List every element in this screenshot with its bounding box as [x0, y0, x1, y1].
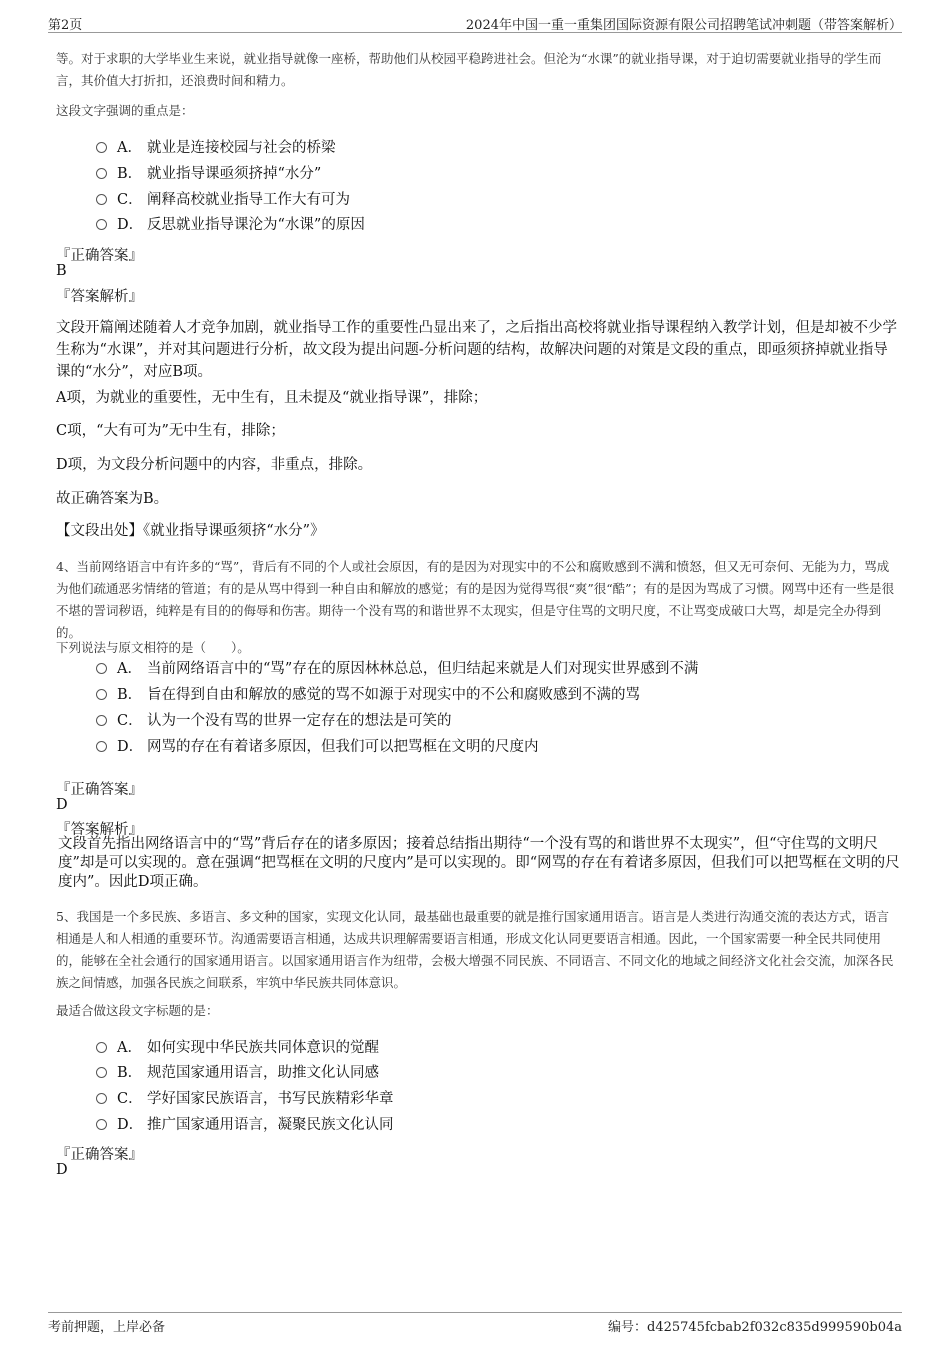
- q4-analysis: 文段首先指出网络语言中的“骂”背后存在的诸多原因；接着总结指出期待“一个没有骂的和谐世界不太现实”，但“守住骂的文明尺度”却是可以实现的。意在强调“把骂框在文明的尺度内”是可以实现的。即“网骂的存在有着诸多原因，但我们可以把骂框在文明的尺度内”。因此D项正确。: [58, 836, 900, 890]
- q3-analysis-conclusion: 故正确答案为B。: [56, 491, 169, 507]
- q4-option-a[interactable]: A． 当前网络语言中的“骂”存在的原因林林总总，但归结起来就是人们对现实世界感到不满: [96, 659, 698, 679]
- q3-option-a[interactable]: A． 就业是连接校园与社会的桥梁: [96, 138, 336, 158]
- q4-passage: 4、当前网络语言中有许多的“骂”，背后有不同的个人或社会原因，有的是因为对现实中的不公和腐败感到不满和愤怒，但又无可奈何、无能为力，骂成为他们疏通恶劣情绪的管道；有的是从骂中得到一种自由和解放的感觉；有的是因为觉得骂很“爽”很“酷”；有的是因为骂成了习惯。网骂中还有一些是很不堪的詈词秽语，纯粹是有目的的侮辱和伤害。期待一个没有骂的和谐世界不太现实，但是守住骂的文明尺度，不让骂变成破口大骂，却是完全办得到的。: [56, 559, 895, 640]
- q3-answer-label: 『正确答案』: [56, 248, 143, 264]
- q4-answer: D: [56, 797, 68, 813]
- q3-analysis-para: 文段开篇阐述随着人才竞争加剧，就业指导工作的重要性凸显出来了，之后指出高校将就业指导课程纳入教学计划，但是却被不少学生称为“水课”，并对其问题进行分析，故文段为提出问题-分析问题的结构，故解决问题的对策是文段的重点，即亟须挤掉就业指导课的“水分”，对应B项。: [56, 320, 897, 380]
- q5-passage: 5、我国是一个多民族、多语言、多文种的国家，实现文化认同，最基础也最重要的就是推行国家通用语言。语言是人类进行沟通交流的表达方式，语言相通是人和人相通的重要环节。沟通需要语言相通，达成共识理解需要语言相通，形成文化认同更要语言相通。因此，一个国家需要一种全民共同使用的，能够在全社会通行的国家通用语言。以国家通用语言作为纽带，会极大增强不同民族、不同语言、不同文化的地域之间经济文化社会交流，加深各民族之间情感，加强各民族之间联系，牢筑中华民族共同体意识。: [56, 909, 894, 990]
- q4-answer-label: 『正确答案』: [56, 782, 143, 798]
- q4-option-c[interactable]: C． 认为一个没有骂的世界一定存在的想法是可笑的: [96, 711, 452, 731]
- q3-option-c[interactable]: C． 阐释高校就业指导工作大有可为: [96, 190, 350, 210]
- radio-icon[interactable]: [96, 715, 107, 726]
- q3-prompt: 这段文字强调的重点是：: [56, 103, 194, 118]
- q3-option-d[interactable]: D． 反思就业指导课沦为“水课”的原因: [96, 215, 365, 235]
- q5-prompt: 最适合做这段文字标题的是：: [56, 1003, 219, 1018]
- page-header: [48, 12, 902, 33]
- page-number: 第2页: [48, 18, 83, 33]
- q5-option-b[interactable]: B． 规范国家通用语言，助推文化认同感: [96, 1063, 379, 1083]
- radio-icon[interactable]: [96, 1119, 107, 1130]
- q3-option-b[interactable]: B． 就业指导课亟须挤掉“水分”: [96, 164, 321, 184]
- q5-option-c[interactable]: C． 学好国家民族语言，书写民族精彩华章: [96, 1089, 394, 1109]
- radio-icon[interactable]: [96, 741, 107, 752]
- q5-answer: D: [56, 1162, 68, 1178]
- q4-prompt: 下列说法与原文相符的是（ ）。: [56, 640, 250, 655]
- q5-option-a[interactable]: A． 如何实现中华民族共同体意识的觉醒: [96, 1038, 379, 1058]
- q4-option-b[interactable]: B． 旨在得到自由和解放的感觉的骂不如源于对现实中的不公和腐败感到不满的骂: [96, 685, 640, 705]
- page-footer: [48, 1312, 902, 1333]
- radio-icon[interactable]: [96, 1042, 107, 1053]
- q3-answer: B: [56, 263, 67, 279]
- radio-icon[interactable]: [96, 168, 107, 179]
- radio-icon[interactable]: [96, 1067, 107, 1078]
- q3-source: 【文段出处】《就业指导课亟须挤“水分”》: [56, 523, 325, 539]
- q5-option-d[interactable]: D． 推广国家通用语言，凝聚民族文化认同: [96, 1115, 394, 1135]
- q4-option-d[interactable]: D． 网骂的存在有着诸多原因，但我们可以把骂框在文明的尺度内: [96, 737, 539, 757]
- q3-analysis-label: 『答案解析』: [56, 289, 143, 305]
- q4-analysis-label: 『答案解析』: [56, 822, 143, 838]
- document-title: 2024年中国一重一重集团国际资源有限公司招聘笔试冲刺题（带答案解析）: [465, 18, 902, 33]
- q3-passage: 等。对于求职的大学毕业生来说，就业指导就像一座桥，帮助他们从校园平稳跨进社会。但沦为“水课”的就业指导课，对于迫切需要就业指导的学生而言，其价值大打折扣，还浪费时间和精力。: [56, 51, 882, 88]
- q3-analysis-c: C项，“大有可为”无中生有，排除；: [56, 423, 285, 439]
- document-code: 编号：d425745fcbab2f032c835d999590b04a: [608, 1320, 902, 1335]
- footer-slogan: 考前押题，上岸必备: [48, 1320, 166, 1335]
- radio-icon[interactable]: [96, 1093, 107, 1104]
- radio-icon[interactable]: [96, 663, 107, 674]
- radio-icon[interactable]: [96, 689, 107, 700]
- q3-analysis-a: A项，为就业的重要性，无中生有，且未提及“就业指导课”，排除；: [56, 390, 488, 406]
- radio-icon[interactable]: [96, 219, 107, 230]
- radio-icon[interactable]: [96, 194, 107, 205]
- radio-icon[interactable]: [96, 142, 107, 153]
- q5-answer-label: 『正确答案』: [56, 1147, 143, 1163]
- q3-analysis-d: D项，为文段分析问题中的内容，非重点，排除。: [56, 457, 373, 473]
